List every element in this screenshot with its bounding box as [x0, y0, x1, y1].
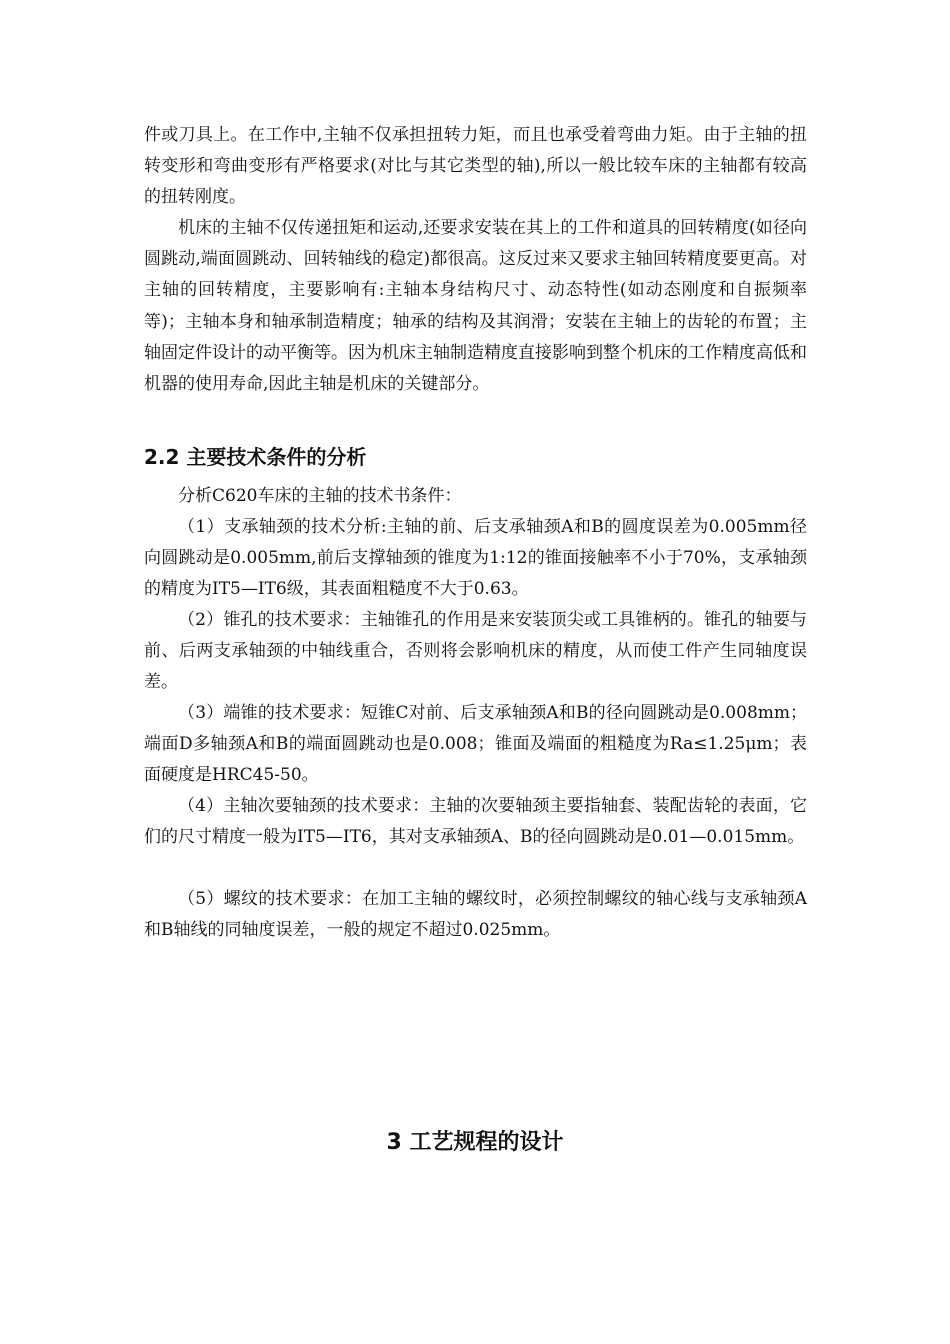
paragraph-item-3: （3）端锥的技术要求：短锥C对前、后支承轴颈A和B的径向圆跳动是0.008mm；端面D多轴颈A和B的端面圆跳动也是0.008；锥面及端面的粗糙度为Ra≤1.25μm；表面硬度是HRC45-50。 — [144, 703, 807, 786]
paragraph-item-5: （5）螺纹的技术要求：在加工主轴的螺纹时，必须控制螺纹的轴心线与支承轴颈A和B轴线的同轴度误差，一般的规定不超过0.025mm。 — [144, 889, 807, 941]
paragraph-item-1: （1）支承轴颈的技术分析:主轴的前、后支承轴颈A和B的圆度误差为0.005mm径向圆跳动是0.005mm,前后支撑轴颈的锥度为1:12的锥面接触率不小于70%，支承轴颈的精度为IT5—IT6级，其表面粗糙度不大于0.63。 — [144, 517, 807, 600]
paragraph-spindle-precision: 机床的主轴不仅传递扭矩和运动,还要求安装在其上的工件和道具的回转精度(如径向圆跳动,端面圆跳动、回转轴线的稳定)都很高。这反过来又要求主轴回转精度要更高。对主轴的回转精度，主要影响有:主轴本身结构尺寸、动态特性(如动态刚度和自振频率等)；主轴本身和轴承制造精度；轴承的结构及其润滑；安装在主轴上的齿轮的布置；主轴固定件设计的动平衡等。因为机床主轴制造精度直接影响到整个机床的工作精度高低和机器的使用寿命,因此主轴是机床的关键部分。 — [144, 218, 807, 395]
paragraph-intro: 分析C620车床的主轴的技术书条件： — [178, 486, 462, 506]
paragraph-continuation: 件或刀具上。在工作中,主轴不仅承担扭转力矩，而且也承受着弯曲力矩。由于主轴的扭转变形和弯曲变形有严格要求(对比与其它类型的轴),所以一般比较车床的主轴都有较高的扭转刚度。 — [144, 125, 807, 208]
section-heading: 2.2 主要技术条件的分析 — [144, 445, 367, 469]
paragraph-item-2: （2）锥孔的技术要求：主轴锥孔的作用是来安装顶尖或工具锥柄的。锥孔的轴要与前、后两支承轴颈的中轴线重合，否则将会影响机床的精度，从而使工件产生同轴度误差。 — [144, 610, 807, 693]
paragraph-item-4: （4）主轴次要轴颈的技术要求：主轴的次要轴颈主要指轴套、装配齿轮的表面，它们的尺寸精度一般为IT5—IT6，其对支承轴颈A、B的径向圆跳动是0.01—0.015mm。 — [144, 796, 807, 848]
chapter-heading: 3 工艺规程的设计 — [386, 1130, 564, 1155]
